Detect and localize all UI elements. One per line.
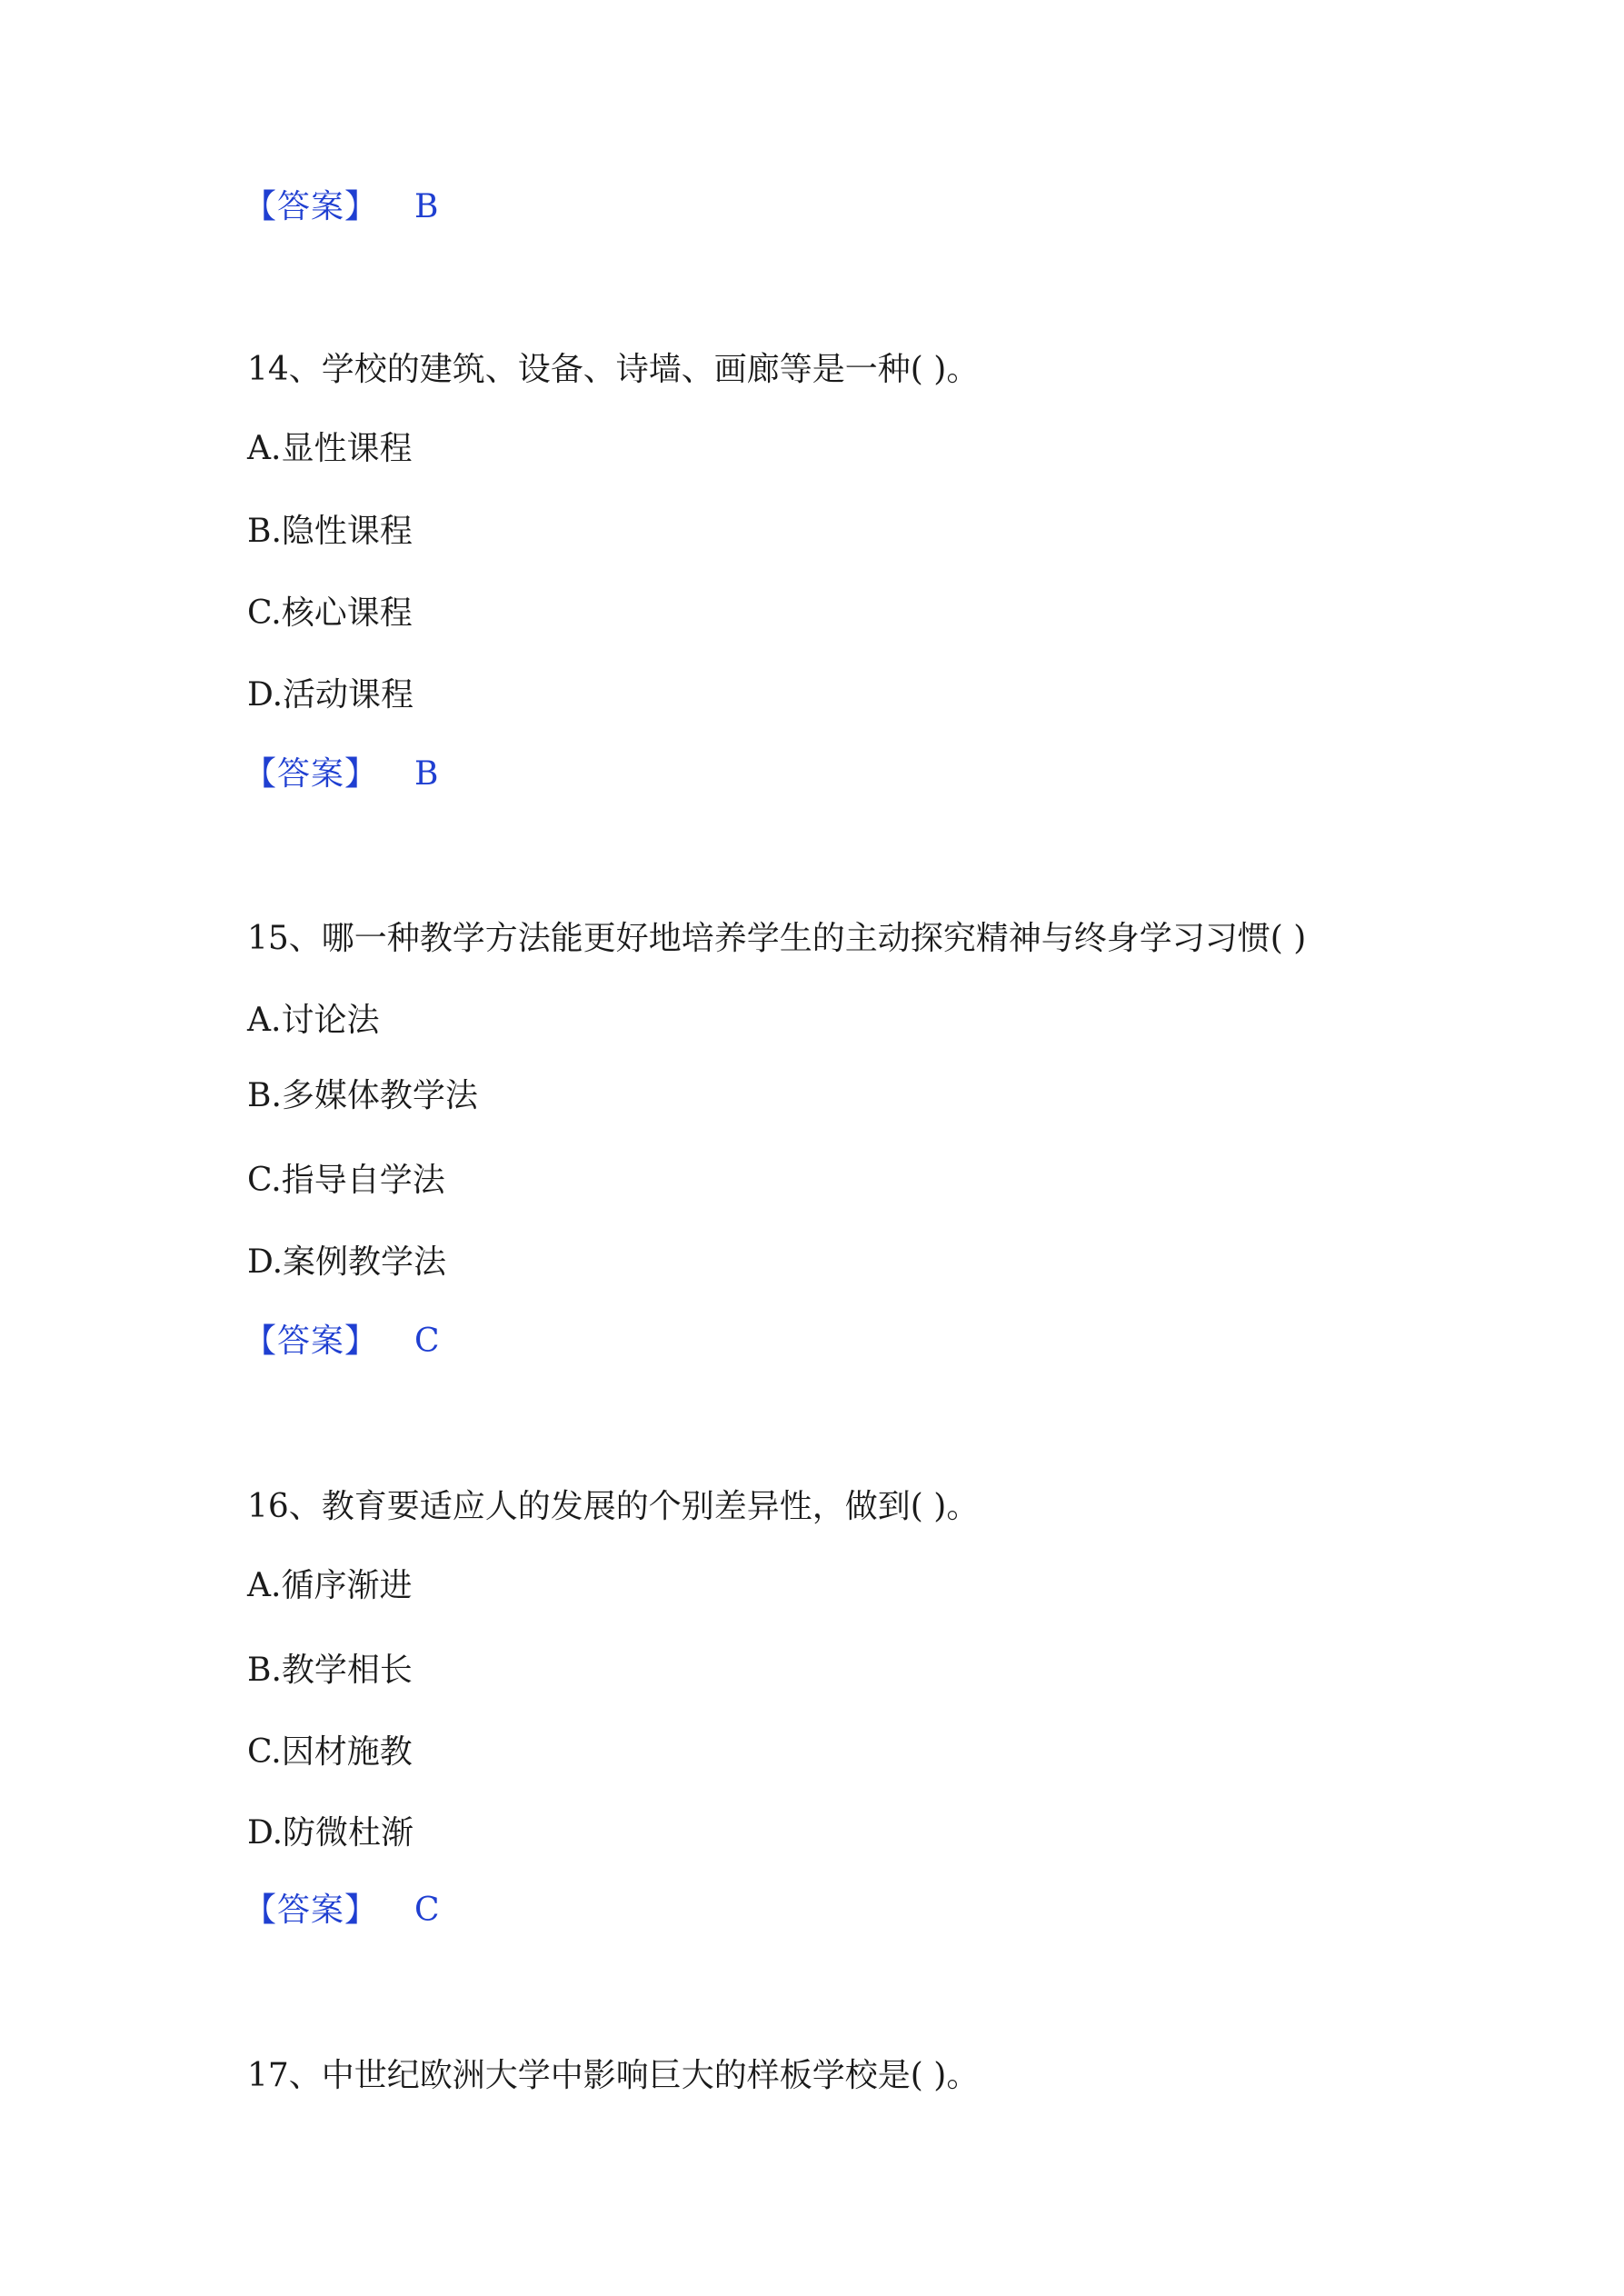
option-b: B.多媒体教学法: [247, 1077, 478, 1114]
answer-value: C: [414, 1892, 440, 1929]
option-a: A.讨论法: [247, 1002, 380, 1039]
option-a: A.循序渐进: [247, 1567, 413, 1604]
answer-line-14: [244, 754, 438, 794]
option-d: D.活动课程: [247, 676, 414, 714]
question-title-16: 16、教育要适应人的发展的个别差异性，做到( )。: [247, 1488, 980, 1525]
option-b: B.教学相长: [247, 1652, 413, 1689]
answer-label: 【答案】: [244, 1892, 379, 1929]
answer-label: 【答案】: [244, 1323, 379, 1360]
option-c: C.因材施教: [247, 1733, 413, 1771]
answer-line-16: [244, 1891, 440, 1931]
answer-label: 【答案】: [244, 188, 379, 225]
option-b: B.隐性课程: [247, 513, 413, 550]
option-c: C.核心课程: [247, 594, 413, 632]
answer-label: 【答案】: [244, 755, 379, 793]
question-title-15: 15、哪一种教学方法能更好地培养学生的主动探究精神与终身学习习惯( ): [247, 920, 1307, 957]
answer-line-15: [244, 1322, 440, 1362]
question-title-17: 17、中世纪欧洲大学中影响巨大的样板学校是( )。: [247, 2057, 980, 2094]
answer-value: B: [414, 755, 439, 793]
answer-value: C: [414, 1323, 440, 1360]
option-d: D.防微杜渐: [247, 1814, 414, 1852]
option-c: C.指导自学法: [247, 1162, 445, 1199]
option-d: D.案例教学法: [247, 1243, 447, 1281]
answer-line-13: [244, 187, 438, 227]
option-a: A.显性课程: [247, 430, 413, 467]
answer-value: B: [414, 188, 439, 225]
question-title-14: 14、学校的建筑、设备、诗墙、画廊等是一种( )。: [247, 351, 980, 388]
